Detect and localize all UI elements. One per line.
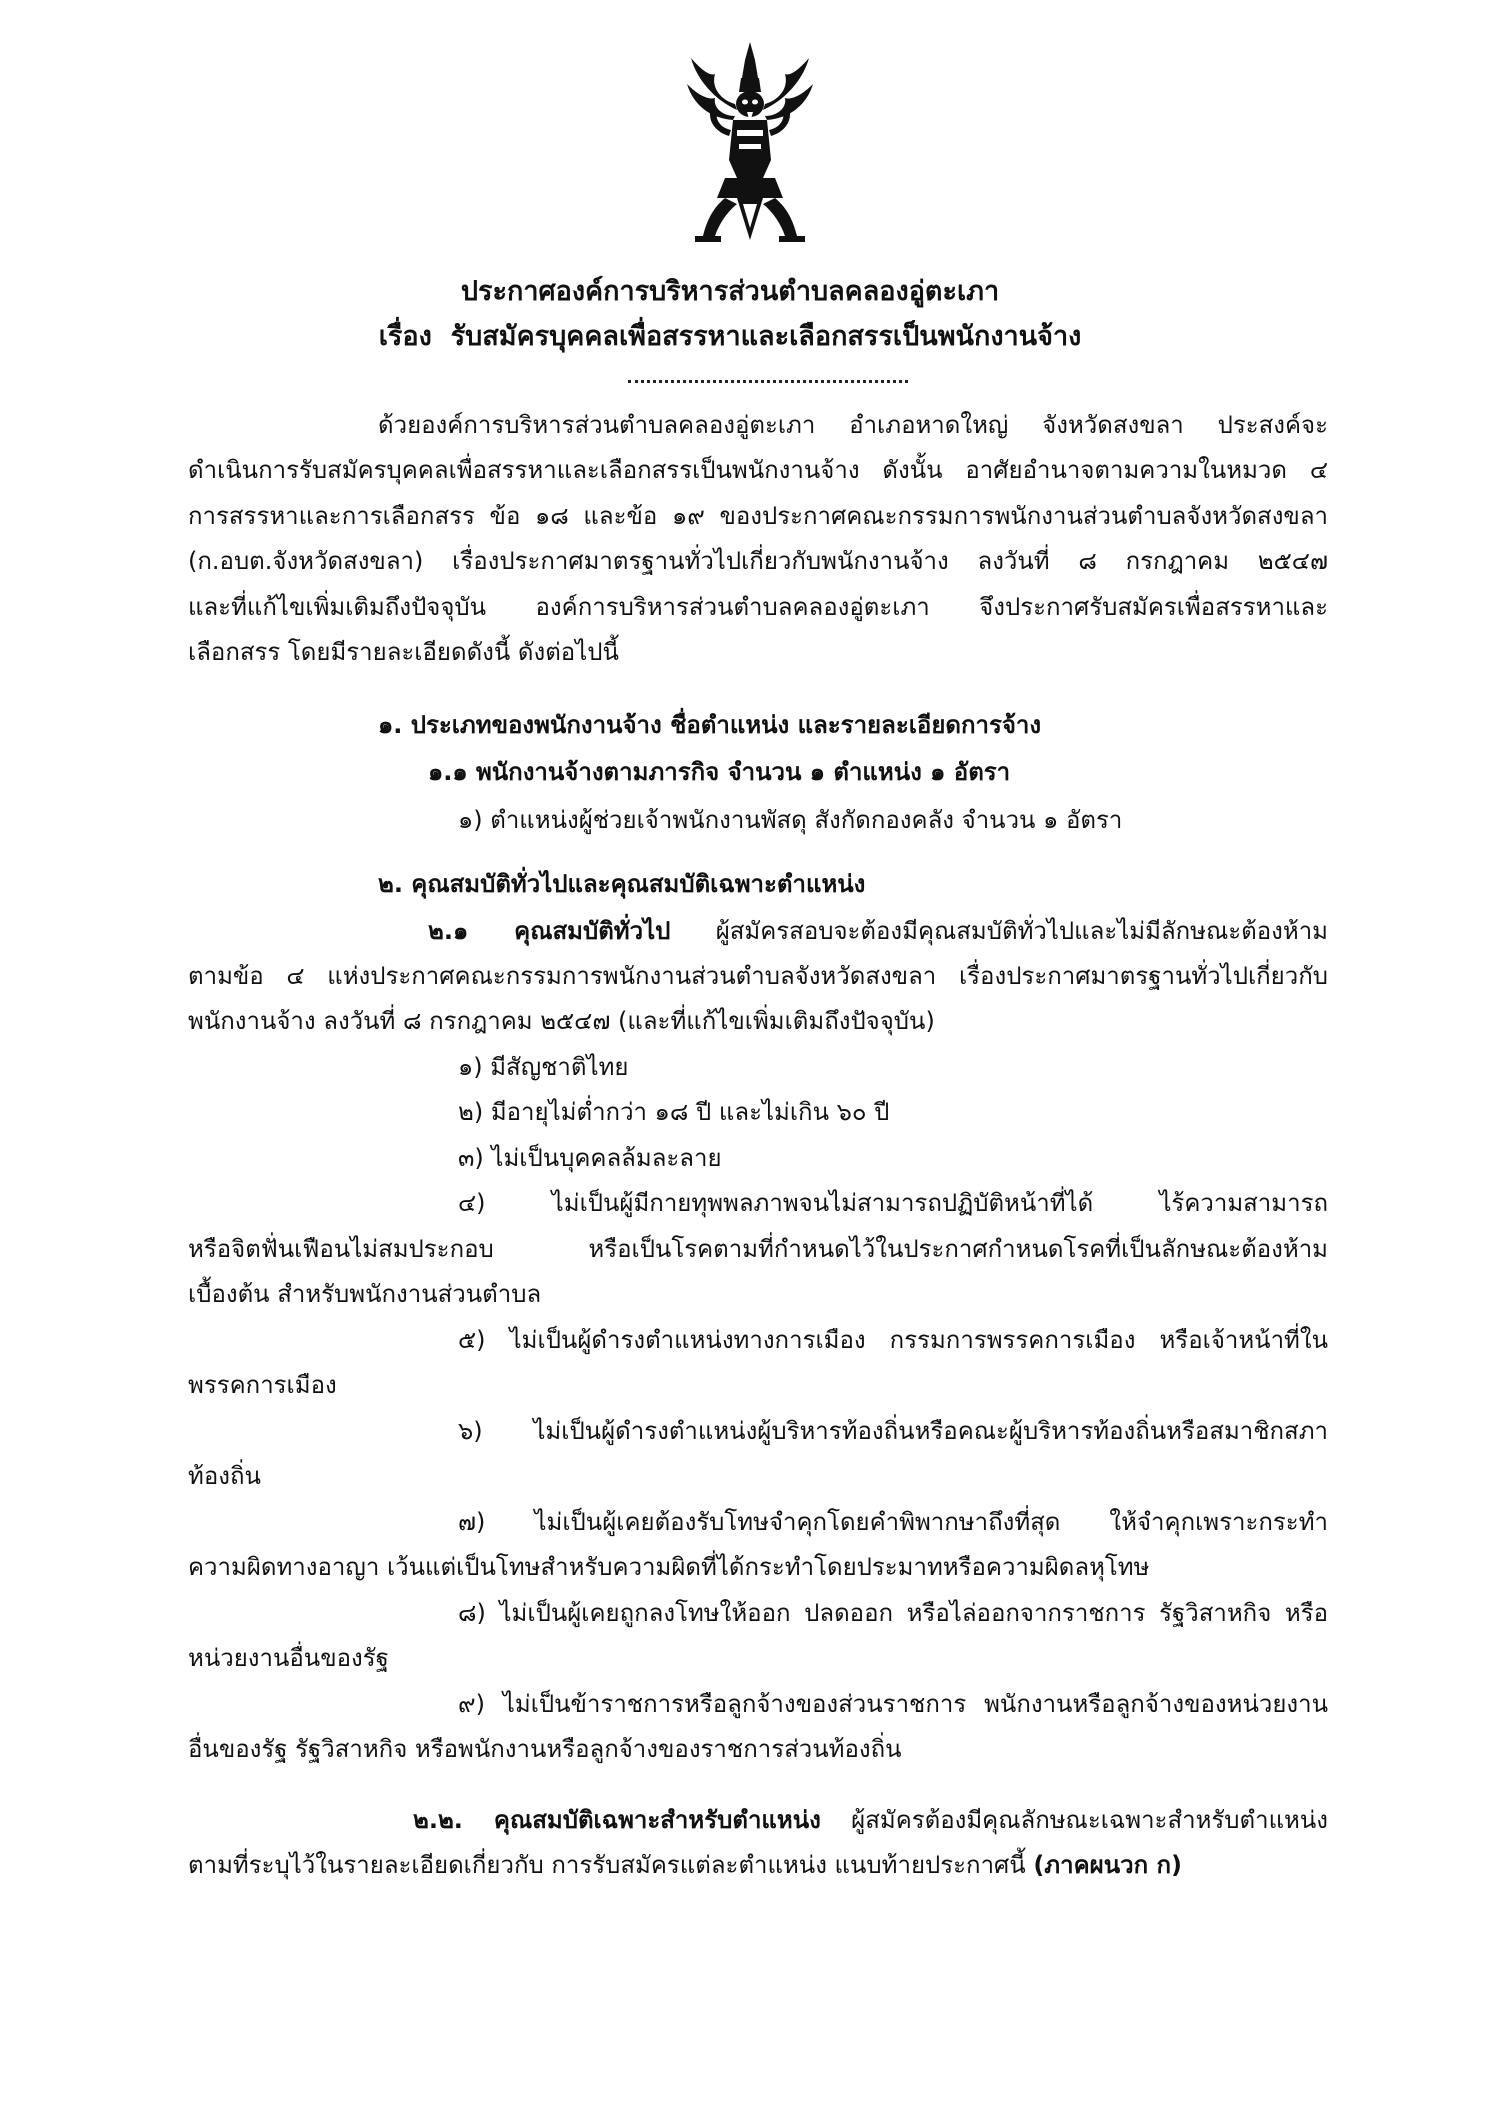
section-1-heading: ๑. ประเภทของพนักงานจ้าง ชื่อตำแหน่ง และรายละเอียดการจ้าง (378, 711, 1042, 739)
qualification-item-7-cont: ความผิดทางอาญา เว้นแต่เป็นโทษสำหรับความผิดที่ได้กระทำโดยประมาทหรือความผิดลหุโทษ (188, 1553, 1150, 1581)
section-2-2-text: ผู้สมัครต้องมีคุณลักษณะเฉพาะสำหรับตำแหน่ง (820, 1806, 1328, 1834)
section-2-2-line-1 (413, 1800, 1328, 1840)
section-2-1-text: ผู้สมัครสอบจะต้องมีคุณสมบัติทั่วไปและไม่มีลักษณะต้องห้าม (670, 917, 1328, 945)
qualification-item-8-cont: หน่วยงานอื่นของรัฐ (188, 1644, 389, 1672)
section-1-1-heading: ๑.๑ พนักงานจ้างตามภารกิจ จำนวน ๑ ตำแหน่ง ๑ อัตรา (428, 758, 1011, 786)
qualification-item-5-cont: พรรคการเมือง (188, 1371, 337, 1399)
section-2-1-label: ๒.๑ คุณสมบัติทั่วไป (428, 917, 671, 945)
qualification-item-3: ๓) ไม่เป็นบุคคลล้มละลาย (458, 1144, 722, 1172)
intro-line-1: ด้วยองค์การบริหารส่วนตำบลคลองอู่ตะเภา อำเภอหาดใหญ่ จังหวัดสงขลา ประสงค์จะ (378, 411, 1328, 439)
section-2-2-line-2 (188, 1845, 1182, 1885)
qualification-item-4: ๔) ไม่เป็นผู้มีกายทุพพลภาพจนไม่สามารถปฏิบัติหน้าที่ได้ ไร้ความสามารถ (458, 1189, 1328, 1217)
qualification-item-5: ๕) ไม่เป็นผู้ดำรงตำแหน่งทางการเมือง กรรมการพรรคการเมือง หรือเจ้าหน้าที่ใน (458, 1326, 1328, 1354)
intro-line-6: เลือกสรร โดยมีรายละเอียดดังนี้ ดังต่อไปนี้ (188, 638, 619, 666)
intro-line-2: ดำเนินการรับสมัครบุคคลเพื่อสรรหาและเลือกสรรเป็นพนักงานจ้าง ดังนั้น อาศัยอำนาจตามความในหมวด ๔ (188, 456, 1328, 484)
qualification-item-7: ๗) ไม่เป็นผู้เคยต้องรับโทษจำคุกโดยคำพิพากษาถึงที่สุด ให้จำคุกเพราะกระทำ (458, 1508, 1328, 1536)
subject-prefix: เรื่อง (378, 321, 432, 352)
announcement-subject (0, 317, 1475, 357)
qualification-item-6: ๖) ไม่เป็นผู้ดำรงตำแหน่งผู้บริหารท้องถิ่นหรือคณะผู้บริหารท้องถิ่นหรือสมาชิกสภา (458, 1417, 1328, 1445)
qualification-item-8: ๘) ไม่เป็นผู้เคยถูกลงโทษให้ออก ปลดออก หรือไล่ออกจากราชการ รัฐวิสาหกิจ หรือ (458, 1599, 1328, 1627)
section-2-1-line-2: ตามข้อ ๔ แห่งประกาศคณะกรรมการพนักงานส่วนตำบลจังหวัดสงขลา เรื่องประกาศมาตรฐานทั่วไปเกี่ยวกับ (188, 962, 1328, 990)
qualification-item-4-cont-2: เบื้องต้น สำหรับพนักงานส่วนตำบล (188, 1280, 542, 1308)
section-2-1-line-3: พนักงานจ้าง ลงวันที่ ๘ กรกฎาคม ๒๕๔๗ (และที่แก้ไขเพิ่มเติมถึงปัจจุบัน) (188, 1007, 935, 1035)
qualification-item-9-cont: อื่นของรัฐ รัฐวิสาหกิจ หรือพนักงานหรือลูกจ้างของราชการส่วนท้องถิ่น (188, 1735, 902, 1763)
qualification-item-2: ๒) มีอายุไม่ต่ำกว่า ๑๘ ปี และไม่เกิน ๖๐ ปี (458, 1098, 890, 1126)
announcement-title: ประกาศองค์การบริหารส่วนตำบลคลองอู่ตะเภา (460, 276, 1000, 307)
subject-text: รับสมัครบุคคลเพื่อสรรหาและเลือกสรรเป็นพนักงานจ้าง (450, 321, 1082, 352)
intro-line-5: และที่แก้ไขเพิ่มเติมถึงปัจจุบัน องค์การบริหารส่วนตำบลคลองอู่ตะเภา จึงประกาศรับสมัครเพื่อสรรหาและ (188, 593, 1328, 621)
section-2-2-text-2: ตามที่ระบุไว้ในรายละเอียดเกี่ยวกับ การรับสมัครแต่ละตำแหน่ง แนบท้ายประกาศนี้ (188, 1851, 1034, 1879)
intro-line-4: (ก.อบต.จังหวัดสงขลา) เรื่องประกาศมาตรฐานทั่วไปเกี่ยวกับพนักงานจ้าง ลงวันที่ ๘ กรกฎาคม ๒๕๔๗ (188, 547, 1328, 575)
qualification-item-6-cont: ท้องถิ่น (188, 1462, 261, 1490)
qualification-item-4-cont-1: หรือจิตฟั่นเฟือนไม่สมประกอบ หรือเป็นโรคตามที่กำหนดไว้ในประกาศกำหนดโรคที่เป็นลักษณะต้องห้าม (188, 1235, 1328, 1263)
section-1-1-item-1: ๑) ตำแหน่งผู้ช่วยเจ้าพนักงานพัสดุ สังกัดกองคลัง จำนวน ๑ อัตรา (458, 806, 1123, 834)
qualification-item-1: ๑) มีสัญชาติไทย (458, 1053, 629, 1081)
section-2-heading: ๒. คุณสมบัติทั่วไปและคุณสมบัติเฉพาะตำแหน่ง (378, 870, 866, 898)
annex-reference: (ภาคผนวก ก) (1033, 1851, 1182, 1879)
garuda-emblem-icon (685, 40, 815, 245)
section-2-1-line-1 (428, 911, 1328, 951)
intro-line-3: การสรรหาและการเลือกสรร ข้อ ๑๘ และข้อ ๑๙ ของประกาศคณะกรรมการพนักงานส่วนตำบลจังหวัดสงขลา (188, 502, 1328, 530)
section-2-2-label: ๒.๒. คุณสมบัติเฉพาะสำหรับตำแหน่ง (413, 1806, 821, 1834)
title-divider (628, 378, 908, 383)
qualification-item-9: ๙) ไม่เป็นข้าราชการหรือลูกจ้างของส่วนราชการ พนักงานหรือลูกจ้างของหน่วยงาน (458, 1690, 1328, 1718)
